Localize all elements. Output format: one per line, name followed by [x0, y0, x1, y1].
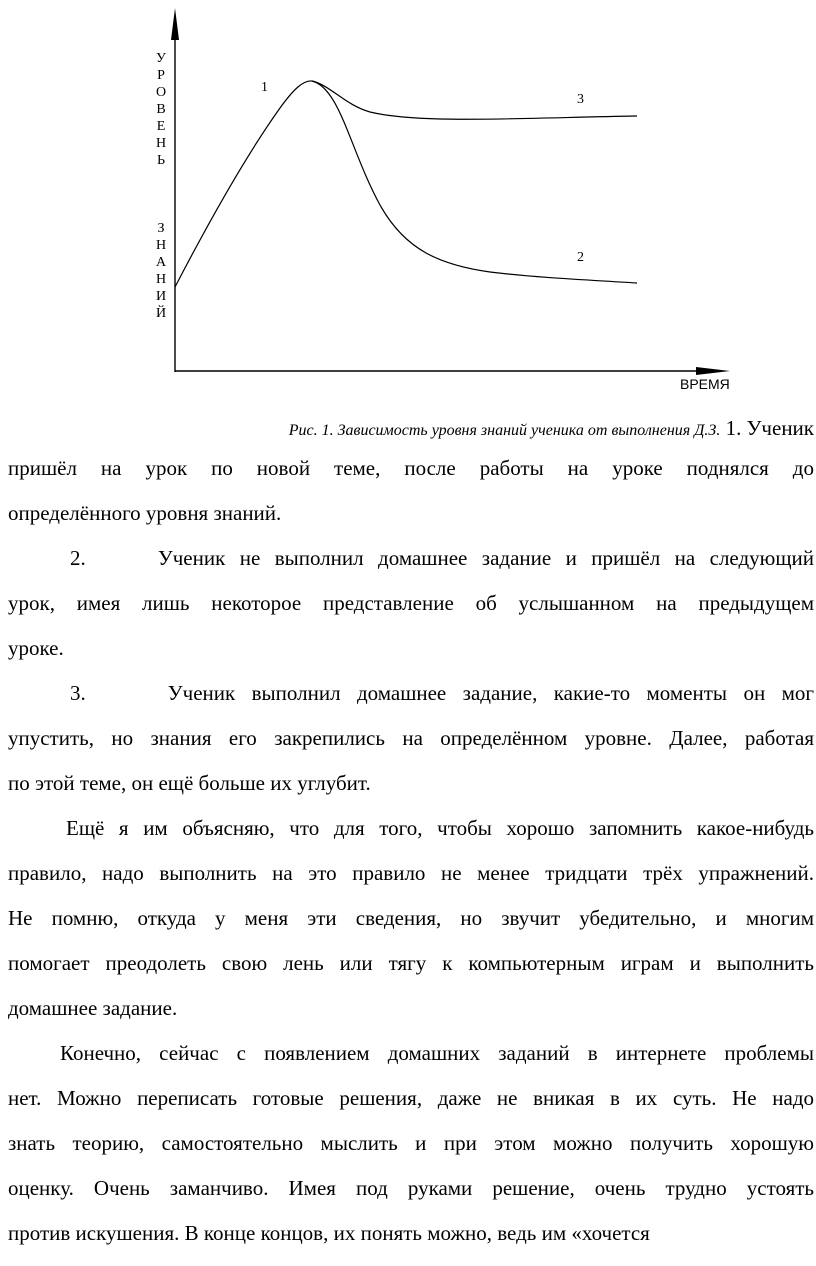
text-line: по этой теме, он ещё больше их углубит.: [8, 771, 371, 795]
y-axis-label-letter: В: [156, 102, 166, 117]
text-line: против искушения. В конце концов, их понять можно, ведь им «хочется: [8, 1221, 650, 1245]
curve-1-label: 1: [261, 80, 268, 95]
knowledge-level-figure: [0, 0, 816, 410]
text-line: Не помню, откуда у меня эти сведения, но звучит убедительно, и многим: [8, 906, 814, 930]
text-line: правило, надо выполнить на это правило не менее тридцати трёх упражнений.: [8, 861, 814, 885]
curve-2-label: 2: [577, 250, 584, 265]
figure-caption: Рис. 1. Зависимость уровня знаний ученика от выполнения Д.З.: [288, 422, 721, 439]
text-line: оценку. Очень заманчиво. Имея под руками решение, очень трудно устоять: [8, 1176, 814, 1200]
x-axis-label: ВРЕМЯ: [680, 376, 730, 392]
y-axis-label-letter: У: [156, 51, 166, 66]
text-line: домашнее задание.: [8, 996, 178, 1020]
curve-1: [175, 81, 312, 287]
list-item-1-start: 1. Ученик: [725, 416, 814, 440]
y-axis-label-letter: Ь: [156, 153, 166, 168]
y-axis-arrow: [171, 8, 179, 40]
y-axis-label-letter: О: [155, 85, 167, 100]
text-line: Ещё я им объясняю, что для того, чтобы хорошо запомнить какое-нибудь: [66, 816, 814, 840]
curve-3: [312, 81, 637, 119]
text-line: помогает преодолеть свою лень или тягу к компьютерным играм и выполнить: [8, 951, 814, 975]
curve-2: [312, 81, 637, 283]
text-line: Конечно, сейчас с появлением домашних заданий в интернете проблемы: [60, 1041, 814, 1065]
text-line: пришёл на урок по новой теме, после работы на уроке поднялся до: [8, 456, 814, 480]
text-line: упустить, но знания его закрепились на определённом уровне. Далее, работая: [8, 726, 814, 750]
y-axis-label-letter: Н: [155, 238, 167, 253]
text-line: знать теорию, самостоятельно мыслить и при этом можно получить хорошую: [8, 1131, 814, 1155]
figure-caption-line: [8, 410, 814, 449]
figure-graph: [0, 0, 816, 410]
y-axis-label-letter: Н: [155, 272, 167, 287]
curve-3-label: 3: [577, 92, 584, 107]
y-axis-label-letter: Е: [156, 119, 166, 134]
y-axis-label-letter: Р: [157, 68, 165, 83]
y-axis-label-letter: Н: [155, 136, 167, 151]
y-axis-label-letter: А: [155, 255, 167, 270]
y-axis-label-letter: З: [157, 221, 165, 236]
text-line: 2. Ученик не выполнил домашнее задание и пришёл на следующий: [70, 546, 814, 570]
y-axis-label-letter: Й: [155, 306, 167, 321]
text-line: урок, имея лишь некоторое представление об услышанном на предыдущем: [8, 591, 814, 615]
text-line: нет. Можно переписать готовые решения, даже не вникая в их суть. Не надо: [8, 1086, 814, 1110]
text-line: 3. Ученик выполнил домашнее задание, какие-то моменты он мог: [70, 681, 814, 705]
text-line: определённого уровня знаний.: [8, 501, 282, 525]
y-axis-label-letter: И: [155, 289, 167, 304]
text-line: уроке.: [8, 636, 64, 660]
x-axis-arrow: [696, 367, 730, 375]
